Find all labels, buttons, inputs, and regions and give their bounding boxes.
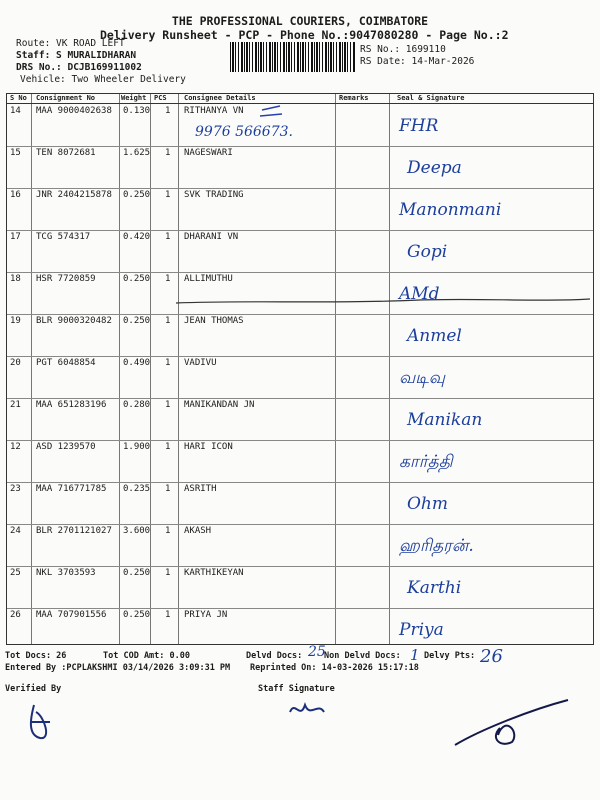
signature-text: Anmel xyxy=(407,326,462,346)
cell-consignee: SVK TRADING xyxy=(184,190,244,200)
cell-cno: PGT 6048854 xyxy=(36,358,96,368)
cell-cno: TEN 8072681 xyxy=(36,148,96,158)
cell-weight: 0.490 xyxy=(123,358,151,368)
signature-text: FHR xyxy=(399,116,439,136)
cell-consignee: HARI ICON xyxy=(184,442,233,452)
remark-scribble xyxy=(260,106,282,116)
cell-weight: 0.235 xyxy=(123,484,151,494)
cell-sno: 23 xyxy=(10,484,21,494)
cell-weight: 0.250 xyxy=(123,190,151,200)
cell-pcs: 1 xyxy=(165,274,171,284)
cell-cno: BLR 2701121027 xyxy=(36,526,112,536)
cell-cno: TCG 574317 xyxy=(36,232,91,242)
cell-cno: MAA 651283196 xyxy=(36,400,107,410)
col-weight: Weight xyxy=(121,94,147,102)
cell-sno: 20 xyxy=(10,358,21,368)
cell-sno: 24 xyxy=(10,526,21,536)
col-signature: Seal & Signature xyxy=(397,94,465,102)
delivered-docs-value: 25 xyxy=(308,644,326,660)
cell-weight: 0.130 xyxy=(123,106,151,116)
cell-pcs: 1 xyxy=(165,610,171,620)
cell-consignee: MANIKANDAN JN xyxy=(184,400,255,410)
cell-weight: 1.900 xyxy=(123,442,151,452)
total-cod: Tot COD Amt: 0.00 xyxy=(103,651,190,661)
cell-cno: NKL 3703593 xyxy=(36,568,96,578)
cell-consignee: NAGESWARI xyxy=(184,148,233,158)
vehicle-label: Vehicle: Two Wheeler Delivery xyxy=(20,74,186,85)
signature-text: Gopi xyxy=(407,242,448,262)
cell-weight: 1.625 xyxy=(123,148,151,158)
staff-signature-mark xyxy=(290,705,324,712)
signature-text: Manikan xyxy=(407,410,483,430)
cell-consignee: PRIYA JN xyxy=(184,610,228,620)
cell-consignee: KARTHIKEYAN xyxy=(184,568,244,578)
col-consignee: Consignee Details xyxy=(184,94,256,102)
cell-sno: 26 xyxy=(10,610,21,620)
cell-cno: JNR 2404215878 xyxy=(36,190,112,200)
signature-text: Deepa xyxy=(407,158,462,178)
signature-text: Karthi xyxy=(407,578,462,598)
cell-sno: 17 xyxy=(10,232,21,242)
cell-cno: ASD 1239570 xyxy=(36,442,96,452)
cell-sno: 14 xyxy=(10,106,21,116)
delivered-docs-label: Delvd Docs: xyxy=(246,651,303,661)
cell-consignee: ALLIMUTHU xyxy=(184,274,233,284)
signature-text: Manonmani xyxy=(399,200,502,220)
signature-text: Ohm xyxy=(407,494,449,514)
cell-sno: 18 xyxy=(10,274,21,284)
cell-pcs: 1 xyxy=(165,484,171,494)
delivery-points-value: 26 xyxy=(480,646,503,667)
cell-sno: 12 xyxy=(10,442,21,452)
cell-sno: 21 xyxy=(10,400,21,410)
cell-pcs: 1 xyxy=(165,442,171,452)
cell-weight: 0.420 xyxy=(123,232,151,242)
cell-weight: 0.280 xyxy=(123,400,151,410)
cell-sno: 15 xyxy=(10,148,21,158)
signature-text: வடிவு xyxy=(399,368,446,388)
drs-number: DRS No.: DCJB169911002 xyxy=(16,62,142,73)
col-consignment: Consignment No xyxy=(36,94,96,102)
cell-pcs: 1 xyxy=(165,316,171,326)
cell-sno: 19 xyxy=(10,316,21,326)
cell-consignee: JEAN THOMAS xyxy=(184,316,244,326)
col-sno: S No xyxy=(10,94,27,102)
signature-text: ஹரிதரன். xyxy=(399,536,474,556)
col-remarks: Remarks xyxy=(339,94,369,102)
cell-cno: MAA 9000402638 xyxy=(36,106,112,116)
cell-weight: 0.250 xyxy=(123,610,151,620)
runsheet-subtitle: Delivery Runsheet - PCP - Phone No.:9047080280 - Page No.:2 xyxy=(100,28,509,42)
cell-weight: 3.600 xyxy=(123,526,151,536)
cell-cno: MAA 707901556 xyxy=(36,610,107,620)
cell-cno: MAA 716771785 xyxy=(36,484,107,494)
cell-pcs: 1 xyxy=(165,400,171,410)
cell-cno: HSR 7720859 xyxy=(36,274,96,284)
staff-label: Staff: S MURALIDHARAN xyxy=(16,50,137,61)
cell-sno: 16 xyxy=(10,190,21,200)
non-delivered-value: 1 xyxy=(410,646,420,664)
rs-date: RS Date: 14-Mar-2026 xyxy=(360,56,475,67)
verified-signature xyxy=(30,705,50,738)
row-strike-line xyxy=(176,299,590,303)
signature-text: Priya xyxy=(399,620,444,640)
stamp-scribble xyxy=(455,700,568,745)
entered-by: Entered By :PCPLAKSHMI 03/14/2026 3:09:31 PM xyxy=(5,663,231,673)
staff-signature-label: Staff Signature xyxy=(258,684,335,694)
company-title: THE PROFESSIONAL COURIERS, COIMBATORE xyxy=(171,14,429,28)
cell-cno: BLR 9000320482 xyxy=(36,316,112,326)
col-pcs: PCS xyxy=(154,94,167,102)
cell-pcs: 1 xyxy=(165,232,171,242)
reprinted-on: Reprinted On: 14-03-2026 15:17:18 xyxy=(250,663,419,673)
delivery-points-label: Delvy Pts: xyxy=(424,651,476,661)
cell-pcs: 1 xyxy=(165,106,171,116)
signature-text: AMd xyxy=(399,284,440,304)
cell-consignee: RITHANYA VN xyxy=(184,106,244,116)
cell-pcs: 1 xyxy=(165,148,171,158)
total-docs: Tot Docs: 26 xyxy=(5,651,67,661)
cell-weight: 0.250 xyxy=(123,568,151,578)
cell-pcs: 1 xyxy=(165,526,171,536)
cell-consignee: AKASH xyxy=(184,526,212,536)
cell-weight: 0.250 xyxy=(123,274,151,284)
signature-text: கார்த்தி xyxy=(399,452,453,472)
cell-consignee: VADIVU xyxy=(184,358,217,368)
cell-consignee: DHARANI VN xyxy=(184,232,239,242)
cell-consignee: ASRITH xyxy=(184,484,217,494)
non-delivered-label: Non Delvd Docs: xyxy=(324,651,401,661)
cell-sno: 25 xyxy=(10,568,21,578)
handwritten-phone-note: 9976 566673. xyxy=(195,124,293,140)
cell-pcs: 1 xyxy=(165,190,171,200)
cell-weight: 0.250 xyxy=(123,316,151,326)
cell-pcs: 1 xyxy=(165,358,171,368)
verified-by-label: Verified By xyxy=(5,684,62,694)
rs-number: RS No.: 1699110 xyxy=(360,44,446,55)
cell-pcs: 1 xyxy=(165,568,171,578)
route-label: Route: VK ROAD LEFT xyxy=(16,38,125,49)
